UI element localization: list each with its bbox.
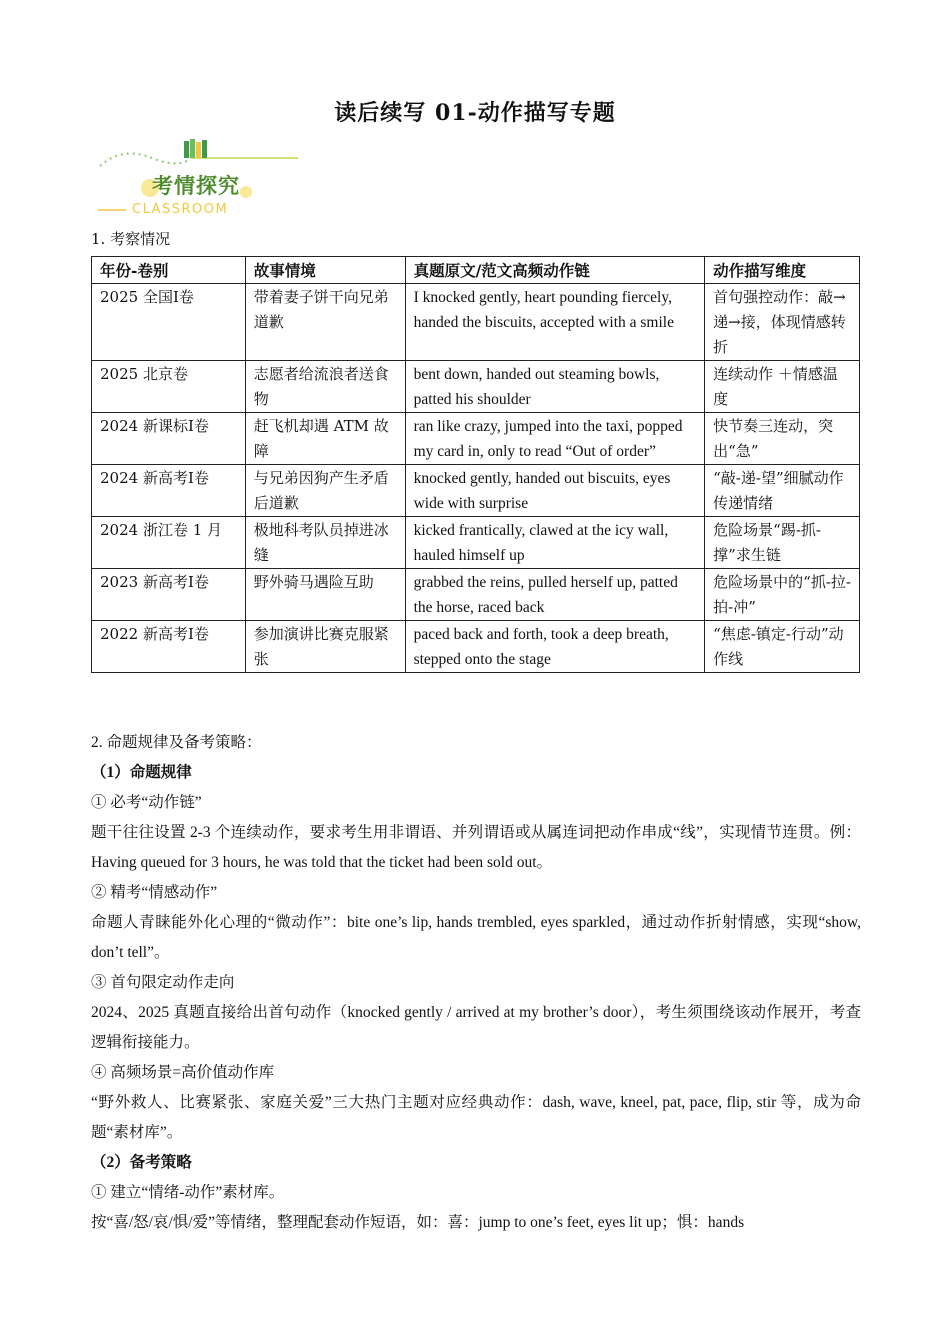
column-header: 故事情境: [245, 257, 405, 284]
table-cell: 危险场景“踢-抓-撑”求生链: [705, 517, 860, 569]
strategy-1-text: 按“喜/怒/哀/惧/爱”等情绪，整理配套动作短语，如：喜：jump to one’s feet, eyes lit up；惧：hands: [91, 1214, 745, 1231]
table-row: [92, 569, 860, 621]
table-row: [92, 361, 860, 413]
section2-body: [91, 728, 861, 1238]
logo-sub-text: CLASSROOM: [132, 202, 229, 217]
table-cell: 志愿者给流浪者送食物: [245, 361, 405, 413]
table-cell: paced back and forth, took a deep breath, stepped onto the stage: [405, 621, 705, 673]
table-header-row: [92, 257, 860, 284]
table-cell: 参加演讲比赛克服紧张: [245, 621, 405, 673]
document-title: 读后续写 01-动作描写专题: [334, 100, 616, 126]
rule-1-text: 题干往往设置 2-3 个连续动作，要求考生用非谓语、并列谓语或从属连词把动作串成“线”，实现情节连贯。例：Having queued for 3 hours, he was told that the ticket had been sold out。: [91, 824, 861, 871]
rule-1-heading: ① 必考“动作链”: [91, 794, 202, 811]
table-cell: 2022 新高考Ⅰ卷: [92, 621, 246, 673]
table-cell: 赶飞机却遇 ATM 故障: [245, 413, 405, 465]
table-cell: ran like crazy, jumped into the taxi, popped my card in, only to read “Out of order”: [405, 413, 705, 465]
exam-table: [91, 256, 860, 673]
rule-2-heading: ② 精考“情感动作”: [91, 884, 218, 901]
table-cell: “焦虑-镇定-行动”动作线: [705, 621, 860, 673]
table-cell: I knocked gently, heart pounding fiercely, handed the biscuits, accepted with a smile: [405, 284, 705, 361]
table-cell: 与兄弟因狗产生矛盾后道歉: [245, 465, 405, 517]
table-cell: 2025 全国Ⅰ卷: [92, 284, 246, 361]
table-cell: knocked gently, handed out biscuits, eyes wide with surprise: [405, 465, 705, 517]
rule-3-text: 2024、2025 真题直接给出首句动作（knocked gently / arrived at my brother’s door），考生须围绕该动作展开，考查逻辑衔接能力。: [91, 1004, 861, 1051]
section1-title: 1. 考察情况: [91, 230, 171, 248]
table-cell: grabbed the reins, pulled herself up, patted the horse, raced back: [405, 569, 705, 621]
table-cell: 连续动作 ＋情感温度: [705, 361, 860, 413]
table-cell: 危险场景中的“抓-拉-拍-冲”: [705, 569, 860, 621]
table-cell: 极地科考队员掉进冰缝: [245, 517, 405, 569]
table-cell: 2024 新课标Ⅰ卷: [92, 413, 246, 465]
section2-title: 2. 命题规律及备考策略：: [91, 734, 262, 751]
table-cell: “敲-递-望”细腻动作传递情绪: [705, 465, 860, 517]
table-cell: 2023 新高考Ⅰ卷: [92, 569, 246, 621]
column-header: 年份-卷别: [92, 257, 246, 284]
table-cell: 2025 北京卷: [92, 361, 246, 413]
column-header: 真题原文/范文高频动作链: [405, 257, 705, 284]
table-row: [92, 517, 860, 569]
table-cell: kicked frantically, clawed at the icy wall, hauled himself up: [405, 517, 705, 569]
table-cell: 快节奏三连动，突出“急”: [705, 413, 860, 465]
table-row: [92, 621, 860, 673]
rule-3-heading: ③ 首句限定动作走向: [91, 974, 235, 991]
subheading-rules: （1）命题规律: [91, 764, 192, 781]
table-cell: 带着妻子饼干向兄弟道歉: [245, 284, 405, 361]
logo-main-text: 考情探究: [152, 174, 240, 198]
strategy-1-heading: ① 建立“情绪-动作”素材库。: [91, 1184, 285, 1201]
table-cell: 2024 新高考Ⅰ卷: [92, 465, 246, 517]
table-row: [92, 465, 860, 517]
table-cell: 野外骑马遇险互助: [245, 569, 405, 621]
table-cell: 首句强控动作：敲→递→接，体现情感转折: [705, 284, 860, 361]
subheading-strategy: （2）备考策略: [91, 1154, 192, 1171]
rule-4-heading: ④ 高频场景=高价值动作库: [91, 1064, 275, 1081]
table-row: [92, 284, 860, 361]
table-cell: 2024 浙江卷 1 月: [92, 517, 246, 569]
table-cell: bent down, handed out steaming bowls, patted his shoulder: [405, 361, 705, 413]
table-row: [92, 413, 860, 465]
rule-4-text: “野外救人、比赛紧张、家庭关爱”三大热门主题对应经典动作：dash, wave, kneel, pat, pace, flip, stir 等，成为命题“素材库”。: [91, 1094, 861, 1141]
rule-2-text: 命题人青睐能外化心理的“微动作”：bite one’s lip, hands trembled, eyes sparkled，通过动作折射情感，实现“show, don’t tell”。: [91, 914, 861, 961]
column-header: 动作描写维度: [705, 257, 860, 284]
